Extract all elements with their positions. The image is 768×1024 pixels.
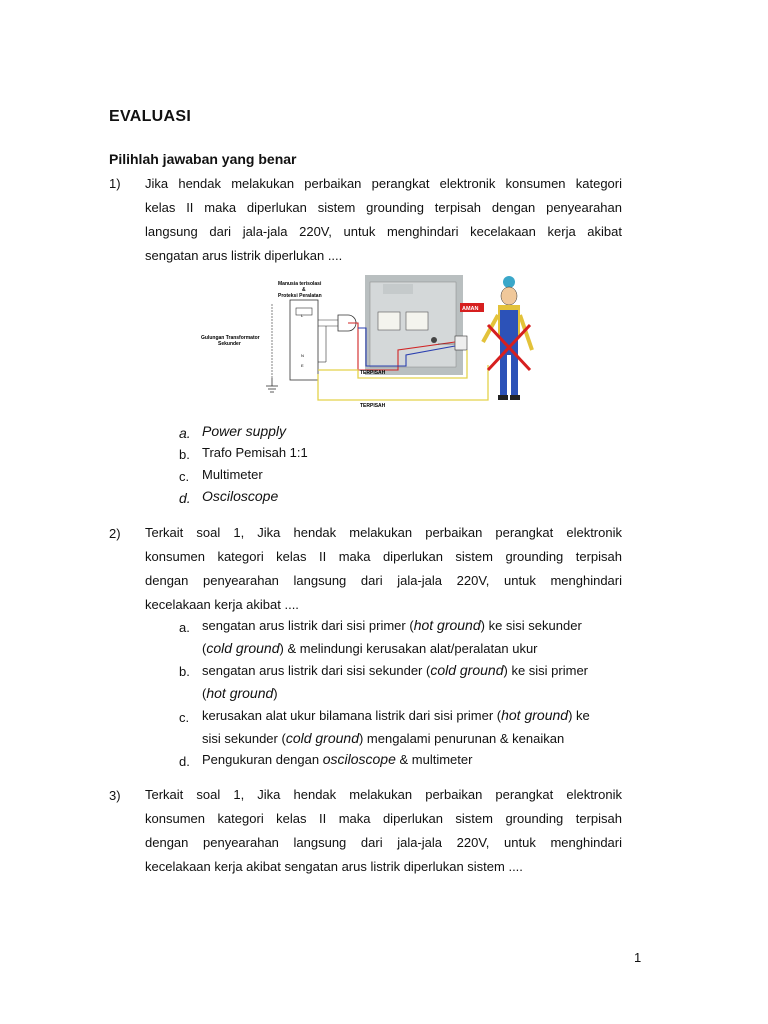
question-line: langsung dari jala-jala 220V, untuk menghindari kecelakaan kerja akibat [145, 224, 622, 239]
label-top: Manusia terisolasi [278, 281, 322, 287]
option-letter: a. [179, 425, 191, 441]
aman-label: AMAN [462, 306, 479, 312]
question-line: kecelakaan kerja akibat .... [145, 597, 299, 612]
instruction: Pilihlah jawaban yang benar [109, 151, 297, 167]
label-separate-2: TERPISAH [360, 403, 386, 409]
question-line: konsumen kategori kelas II maka diperlukan sistem grounding terpisah [145, 549, 622, 564]
question-2-text [145, 521, 622, 617]
option-letter: b. [179, 447, 190, 462]
option-a-text: sengatan arus listrik dari sisi primer (hot ground) ke sisi sekunder (cold ground) & melindungi kerusakan alat/peralatan ukur [202, 617, 582, 656]
label-l: L [301, 313, 304, 318]
option-letter: c. [179, 710, 190, 725]
question-line: dengan penyearahan langsung dari jala-jala 220V, untuk menghindari [145, 835, 622, 850]
question-line: kelas II maka diperlukan sistem grounding terpisah dengan penyearahan [145, 200, 622, 215]
question-line: sengatan arus listrik diperlukan .... [145, 248, 343, 263]
option-d-text: Pengukuran dengan osciloscope & multimeter [202, 751, 473, 767]
question-line: Terkait soal 1, Jika hendak melakukan perbaikan perangkat elektronik [145, 525, 622, 540]
option-d-text: Osciloscope [202, 488, 279, 504]
label-amp: & [302, 287, 306, 293]
question-2-number: 2) [109, 526, 121, 541]
option-c-text: kerusakan alat ukur bilamana listrik dari sisi primer (hot ground) ke sisi sekunder (cold ground) mengalami penurunan & kenaikan [202, 707, 590, 746]
option-b-text: Trafo Pemisah 1:1 [202, 445, 308, 460]
option-letter: d. [179, 490, 191, 506]
question-3-text [145, 783, 622, 879]
option-c-text: Multimeter [202, 467, 263, 482]
question-1-number: 1) [109, 176, 121, 191]
grounding-diagram-figure [198, 270, 535, 410]
question-line: Terkait soal 1, Jika hendak melakukan perbaikan perangkat elektronik [145, 787, 622, 802]
question-line: kecelakaan kerja akibat sengatan arus listrik diperlukan sistem .... [145, 859, 523, 874]
label-left-1: Gulungan Transformator [201, 335, 260, 341]
label-separate-1: TERPISAH [360, 370, 386, 376]
question-3-number: 3) [109, 788, 121, 803]
option-letter: a. [179, 620, 190, 635]
option-b-text: sengatan arus listrik dari sisi sekunder (cold ground) ke sisi primer (hot ground) [202, 662, 589, 701]
page-number: 1 [634, 950, 642, 965]
label-protection: Proteksi Peralatan [278, 293, 322, 299]
label-left-2: Sekunder [218, 341, 241, 347]
option-letter: b. [179, 664, 190, 679]
question-line: konsumen kategori kelas II maka diperlukan sistem grounding terpisah [145, 811, 622, 826]
page-title: EVALUASI [109, 108, 192, 125]
label-n: N [301, 353, 304, 358]
option-letter: d. [179, 754, 190, 769]
option-letter: c. [179, 469, 190, 484]
question-line: Jika hendak melakukan perbaikan perangkat elektronik konsumen kategori [145, 176, 622, 191]
question-1-text [145, 172, 622, 268]
option-a-text: Power supply [202, 423, 287, 439]
label-e: E [301, 363, 304, 368]
question-line: dengan penyearahan langsung dari jala-jala 220V, untuk menghindari [145, 573, 622, 588]
